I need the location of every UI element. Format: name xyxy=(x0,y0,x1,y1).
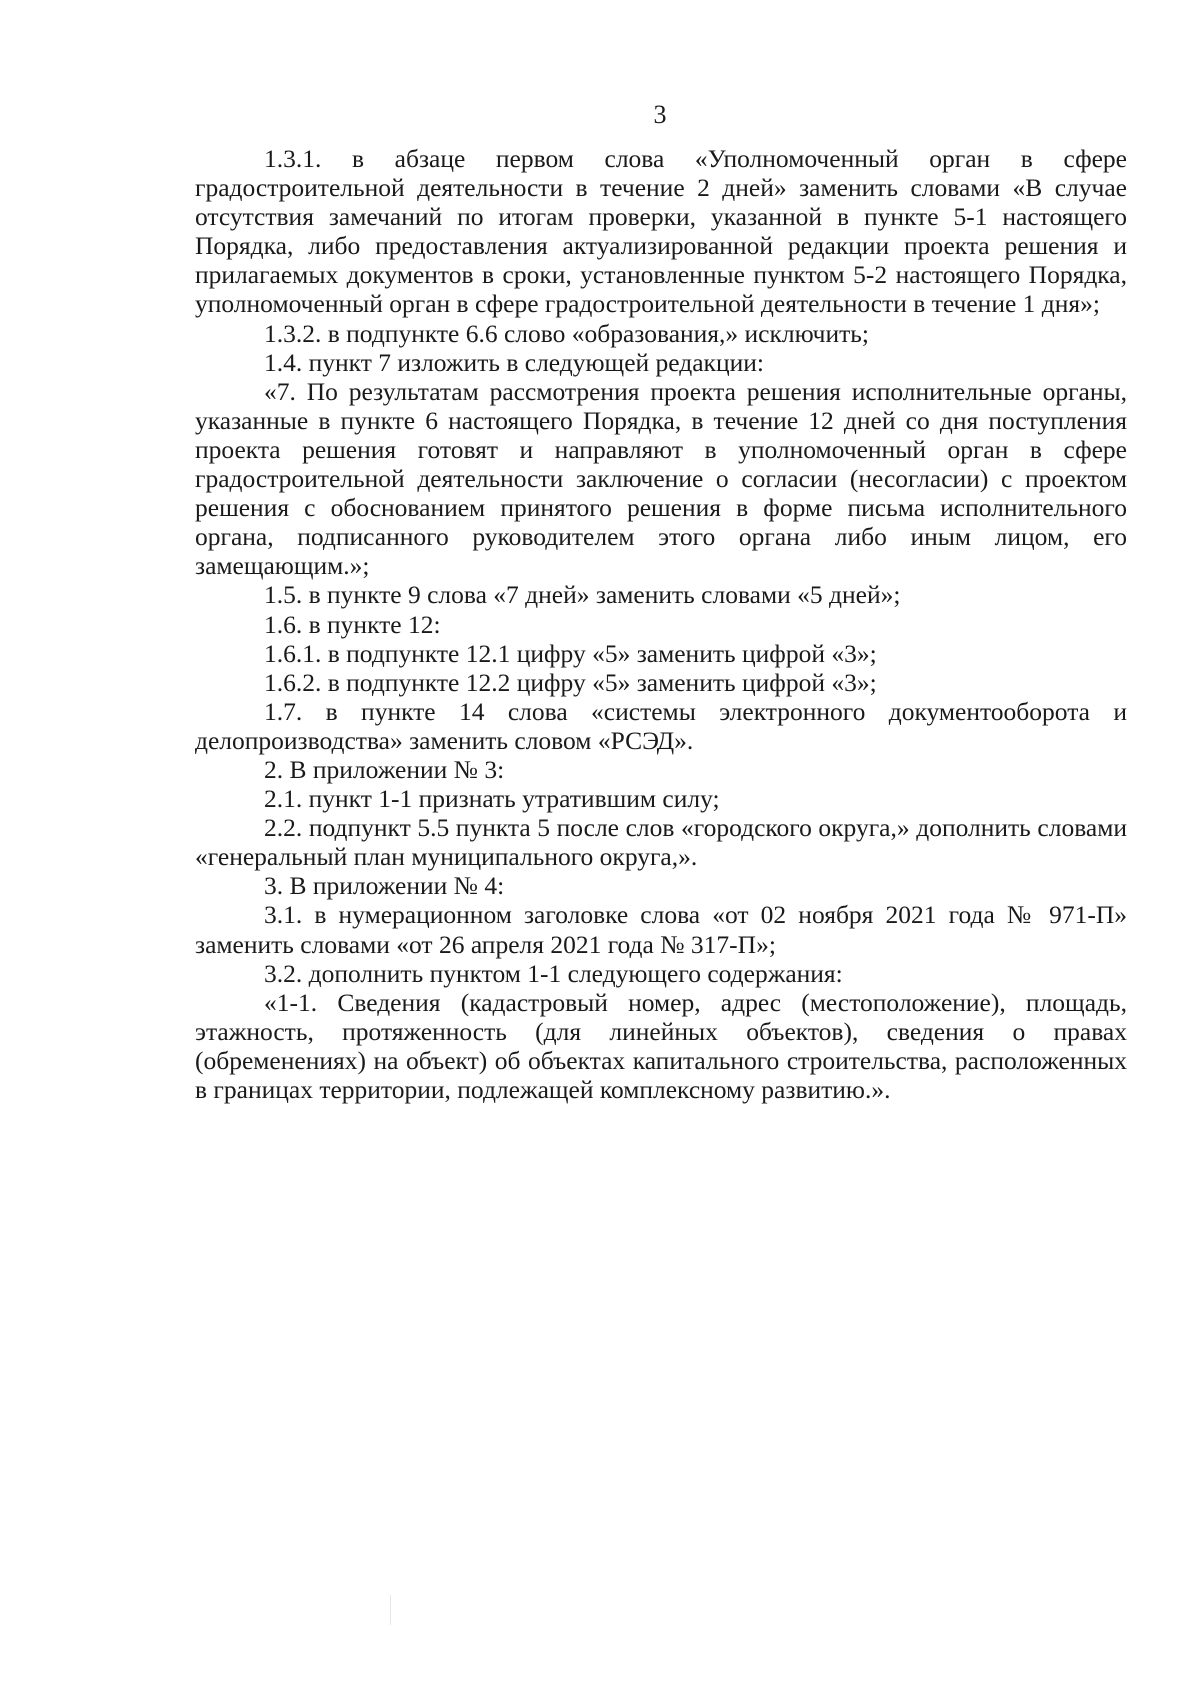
paragraph-1-3-2: 1.3.2. в подпункте 6.6 слово «образования,» исключить; xyxy=(264,318,870,348)
paragraph-1-6-1: 1.6.1. в подпункте 12.1 цифру «5» заменить цифрой «3»; xyxy=(264,638,877,668)
paragraph-1-3-1: 1.3.1. в абзаце первом слова «Уполномоченный орган в сфере градостроительной деятельности в течение 2 дней» заменить словами «В случае отсутствия замечаний по итогам проверки, указанной в пункте 5-1 настоящего Порядка, либо предоставления актуализированной редакции проекта решения и прилагаемых документов в сроки, установленные пунктом 5-2 настоящего Порядка, уполномоченный орган в сфере градостроительной деятельности в течение 1 дня»; xyxy=(195,144,1127,319)
paragraph-quote-1-1: «1-1. Сведения (кадастровый номер, адрес (местоположение), площадь, этажность, протяженность (для линейных объектов), сведения о правах (обременениях) на объект) об объектах капитального строительства, расположенных в границах территории, подлежащей комплексному развитию.». xyxy=(195,987,1127,1104)
paragraph-3-2: 3.2. дополнить пунктом 1-1 следующего содержания: xyxy=(264,958,843,988)
paragraph-3: 3. В приложении № 4: xyxy=(264,871,505,901)
paragraph-quote-7: «7. По результатам рассмотрения проекта решения исполнительные органы, указанные в пункте 6 настоящего Порядка, в течение 12 дней со дня поступления проекта решения готовят и направляют в уполномоченный орган в сфере градостроительной деятельности заключение о согласии (несогласии) с проектом решения с обоснованием принятого решения в форме письма исполнительного органа, подписанного руководителем этого органа либо иным лицом, его замещающим.»; xyxy=(195,376,1127,581)
paragraph-3-1: 3.1. в нумерационном заголовке слова «от 02 ноября 2021 года № 971-П» заменить словами «от 26 апреля 2021 года № 317-П»; xyxy=(195,900,1127,959)
scan-artifact xyxy=(390,1595,391,1625)
paragraph-2-2: 2.2. подпункт 5.5 пункта 5 после слов «городского округа,» дополнить словами «генеральный план муниципального округа,». xyxy=(195,813,1127,872)
page-number: 3 xyxy=(653,100,667,129)
paragraph-1-6-2: 1.6.2. в подпункте 12.2 цифру «5» заменить цифрой «3»; xyxy=(264,667,877,697)
paragraph-1-6: 1.6. в пункте 12: xyxy=(264,609,441,639)
paragraph-2-1: 2.1. пункт 1-1 признать утратившим силу; xyxy=(264,784,720,814)
paragraph-1-7: 1.7. в пункте 14 слова «системы электронного документооборота и делопроизводства» заменить словом «РСЭД». xyxy=(195,696,1127,755)
document-body xyxy=(195,144,1127,1104)
paragraph-1-5: 1.5. в пункте 9 слова «7 дней» заменить словами «5 дней»; xyxy=(264,580,901,610)
paragraph-1-4: 1.4. пункт 7 изложить в следующей редакции: xyxy=(264,347,764,377)
paragraph-2: 2. В приложении № 3: xyxy=(264,754,505,784)
